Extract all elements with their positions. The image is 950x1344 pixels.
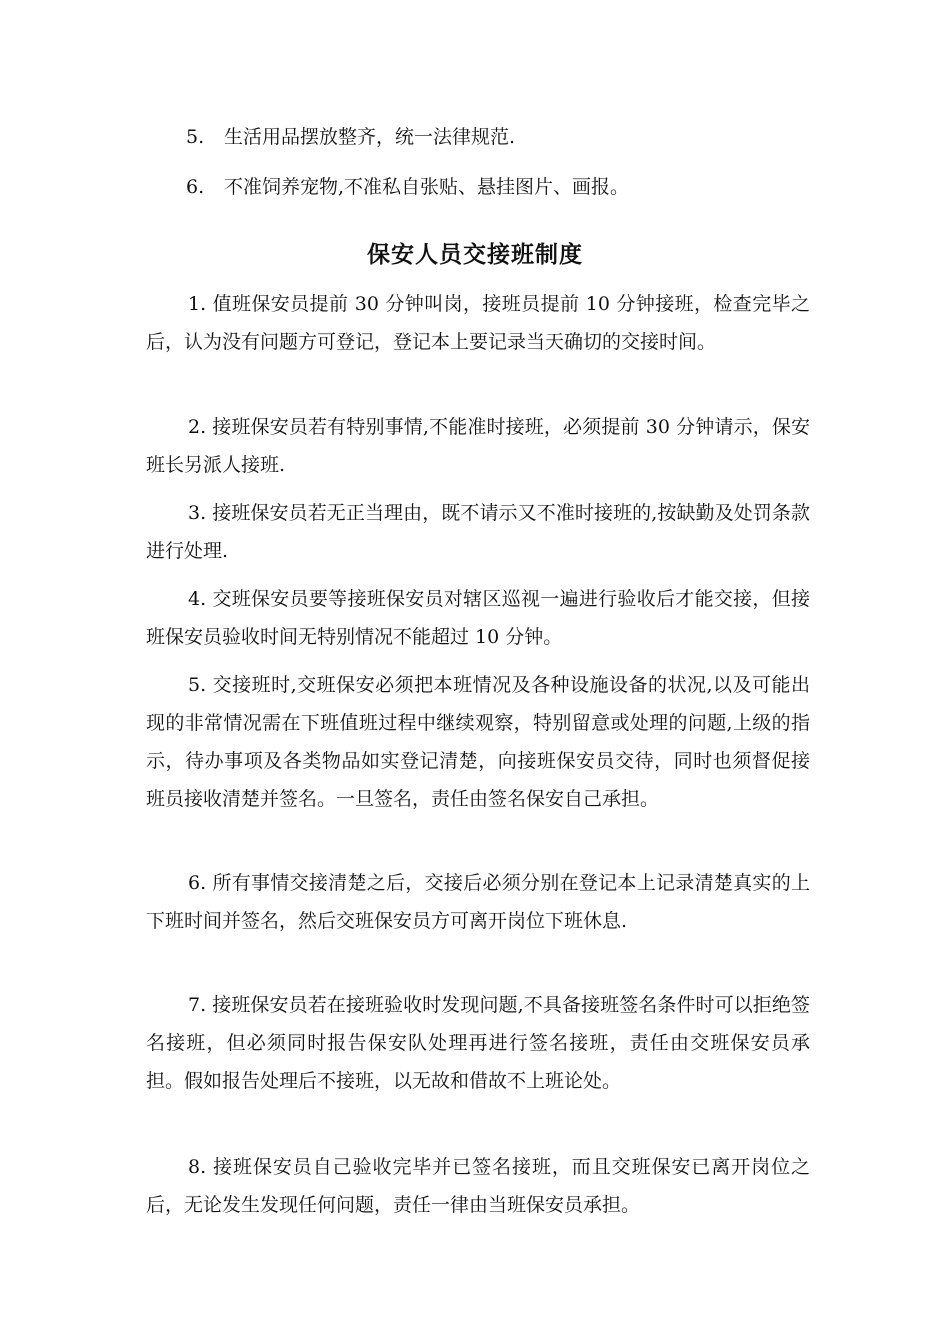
rule-paragraph-7: 7. 接班保安员若在接班验收时发现问题,不具备接班签名条件时可以拒绝签名接班，但必须同时报告保安队处理再进行签名接班，责任由交班保安员承担。假如报告处理后不接班，以无故和借故不上班论处。 [146,994,810,1092]
rule-paragraph-1: 1. 值班保安员提前 30 分钟叫岗，接班员提前 10 分钟接班，检查完毕之后，认为没有问题方可登记，登记本上要记录当天确切的交接时间。 [146,293,810,353]
rule-paragraph-2: 2. 接班保安员若有特别事情,不能准时接班，必须提前 30 分钟请示，保安班长另派人接班. [146,416,810,476]
rule-paragraph-6: 6. 所有事情交接清楚之后，交接后必须分别在登记本上记录清楚真实的上下班时间并签名，然后交班保安员方可离开岗位下班休息. [146,872,810,932]
section-title: 保安人员交接班制度 [367,241,583,268]
rule-paragraph-4: 4. 交班保安员要等接班保安员对辖区巡视一遍进行验收后才能交接，但接班保安员验收时间无特别情况不能超过 10 分钟。 [146,588,810,648]
list-item-text: 不准饲养宠物,不准私自张贴、悬挂图片、画报。 [224,176,630,198]
rule-paragraph-5: 5. 交接班时,交班保安必须把本班情况及各种设施设备的状况,以及可能出现的非常情况需在下班值班过程中继续观察，特别留意或处理的问题,上级的指示，待办事项及各类物品如实登记清楚，向接班保安员交待，同时也须督促接班员接收清楚并签名。一旦签名，责任由签名保安自己承担。 [146,674,810,810]
rule-paragraph-8: 8. 接班保安员自己验收完毕并已签名接班，而且交班保安已离开岗位之后，无论发生发现任何问题，责任一律由当班保安员承担。 [146,1156,810,1216]
list-item-number: 5. [186,126,205,148]
list-item-number: 6. [186,176,205,198]
list-item-text: 生活用品摆放整齐，统一法律规范. [224,126,516,148]
rule-paragraph-3: 3. 接班保安员若无正当理由，既不请示又不准时接班的,按缺勤及处罚条款进行处理. [146,502,810,562]
